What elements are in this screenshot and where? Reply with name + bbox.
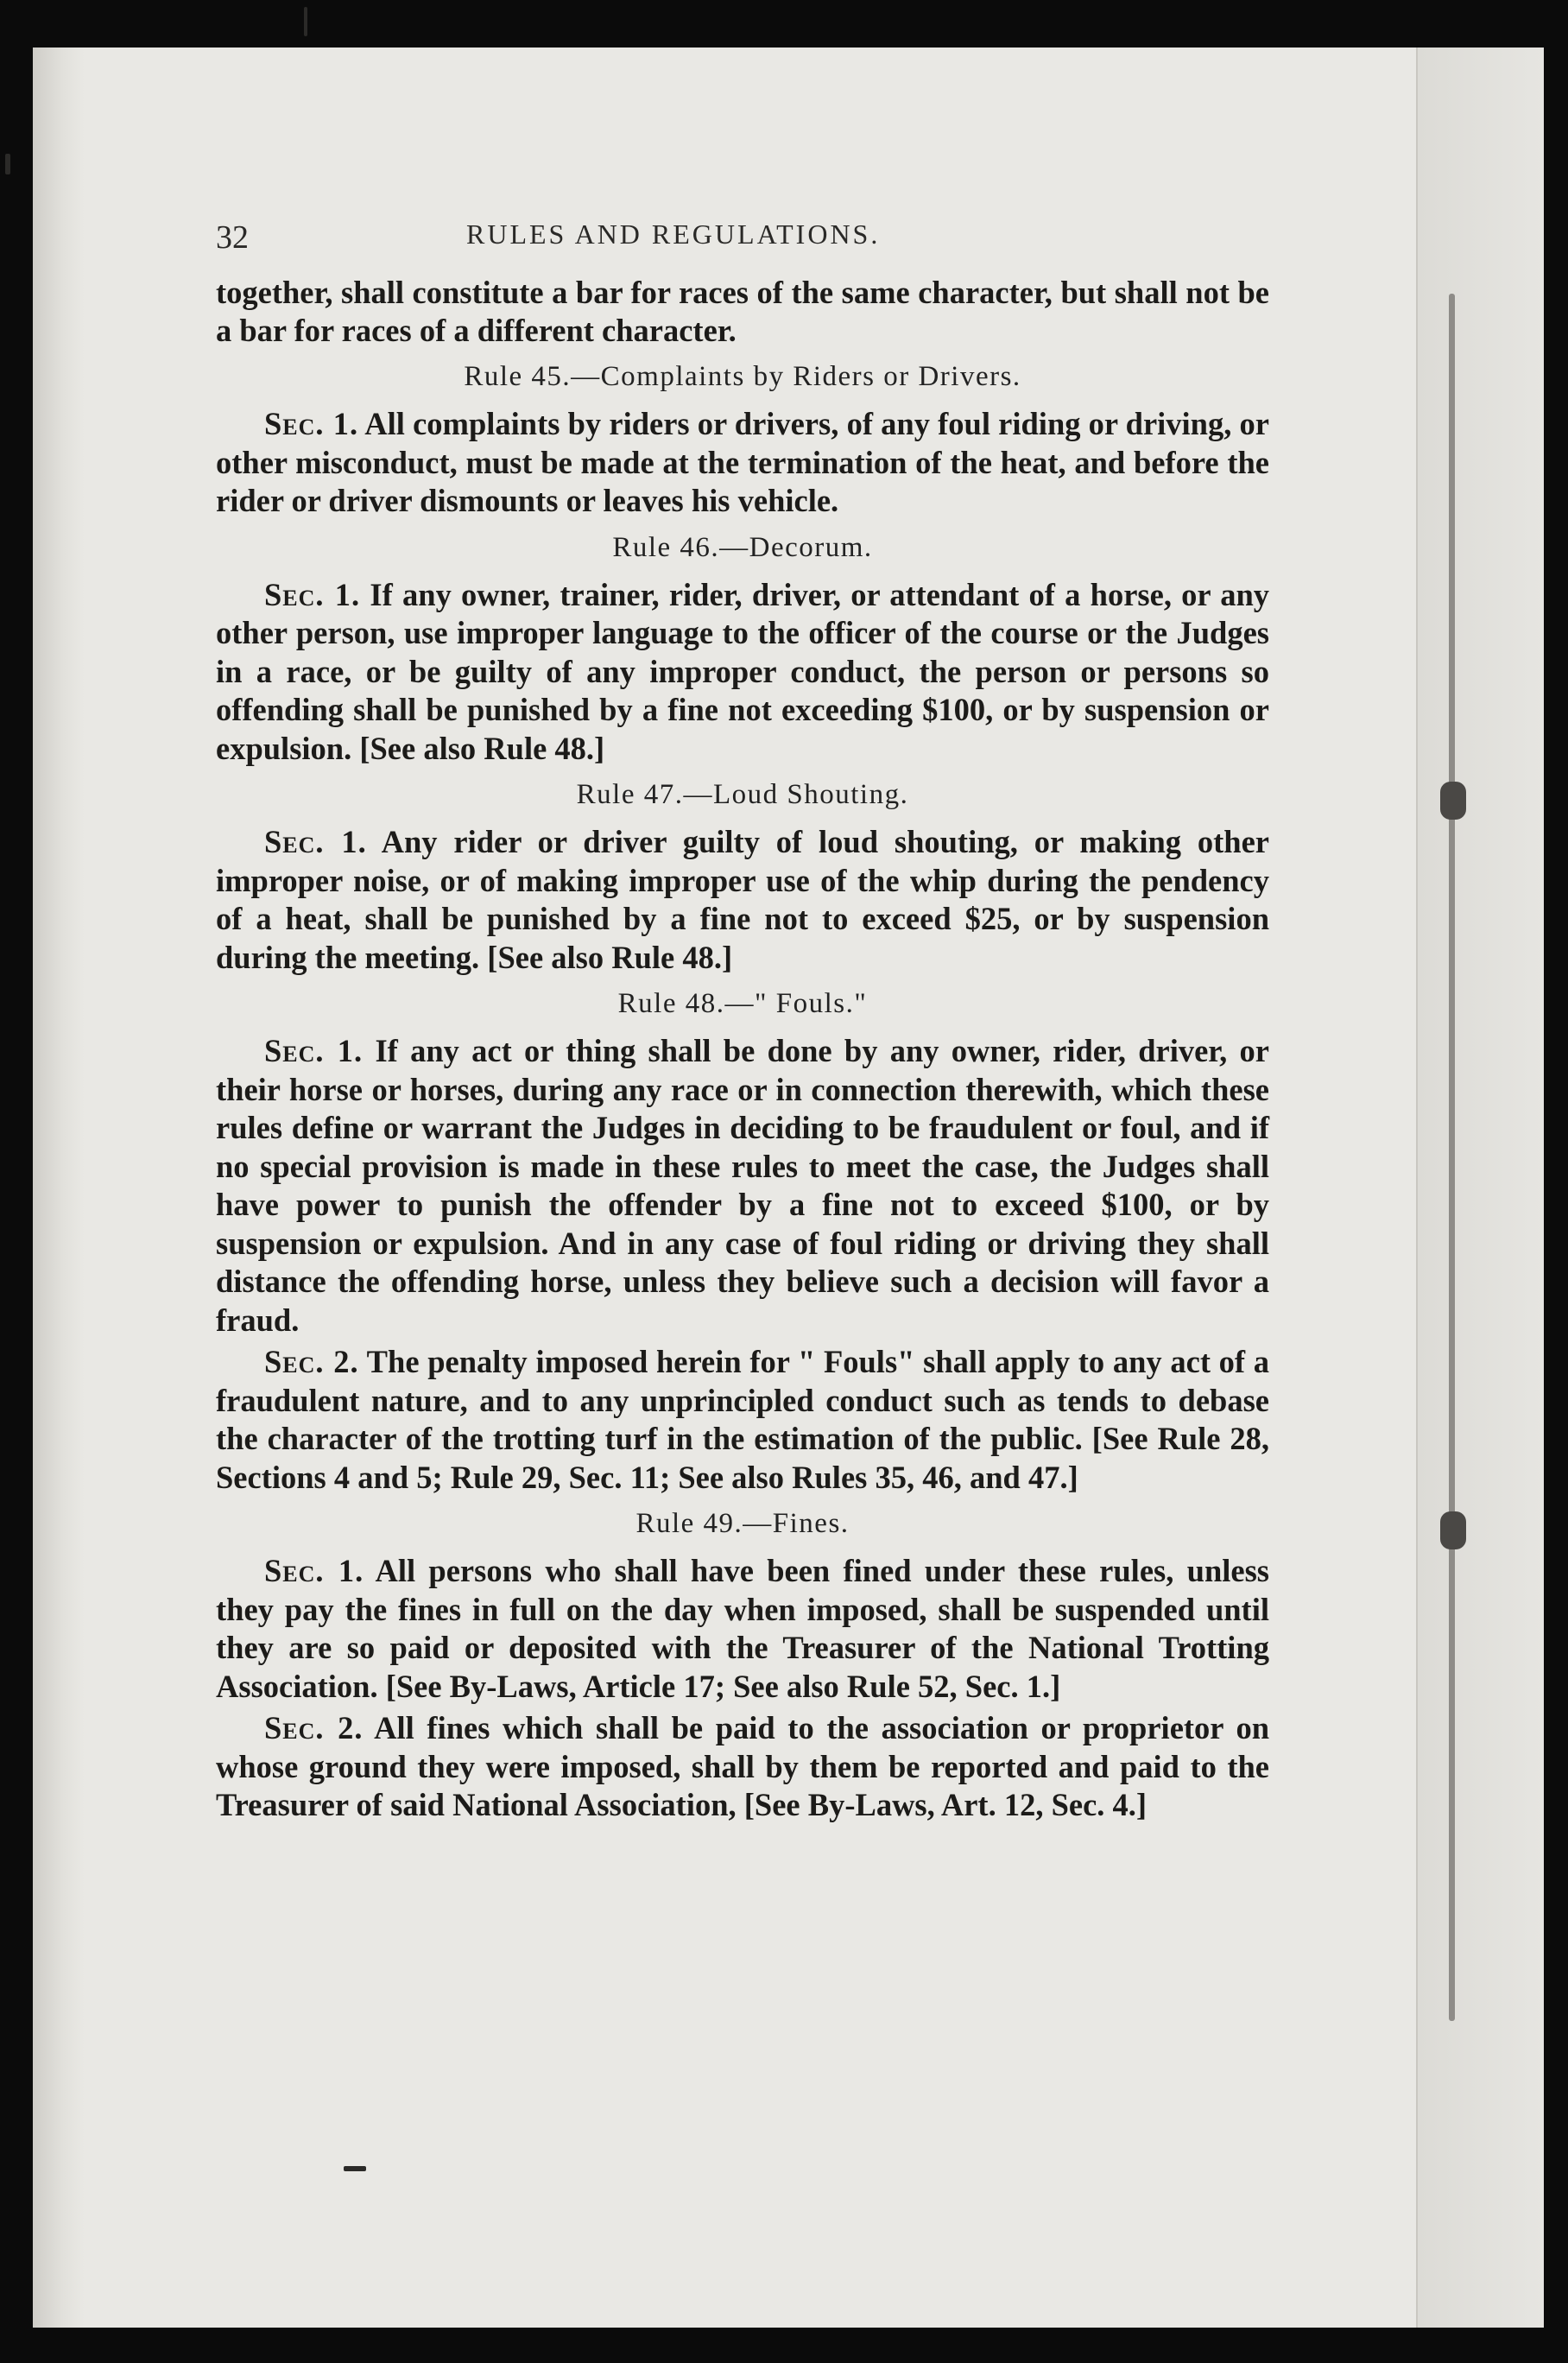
rule-section (216, 1343, 1269, 1497)
binding-stitch-mark (1440, 1511, 1466, 1549)
facing-leaf (1416, 48, 1544, 2328)
running-title: RULES AND REGULATIONS. (466, 219, 881, 250)
section-label: Sec. 1. (264, 406, 359, 441)
page-edge-stack (33, 48, 85, 2328)
rule-heading: Rule 46.—Decorum. (612, 531, 873, 563)
rule-section (216, 823, 1269, 977)
rule-46 (216, 526, 1269, 769)
rule-section (216, 1709, 1269, 1825)
section-label: Sec. 2. (264, 1710, 364, 1745)
continued-paragraph: together, shall constitute a bar for races of the same character, but shall not be a bar for races of a different character. (216, 275, 1269, 348)
ink-speck (344, 2166, 366, 2171)
rule-section (216, 576, 1269, 769)
page-number: 32 (216, 219, 249, 256)
section-label: Sec. 1. (264, 1033, 364, 1068)
section-text: Any rider or driver guilty of loud shouting, or making other improper noise, or of making improper use of the whip during the pendency of a heat, shall be punished by a fine not to exceed $25, or by suspension during the meeting. [See also Rule 48.] (216, 824, 1269, 975)
section-label: Sec. 2. (264, 1344, 359, 1379)
running-header (216, 212, 1269, 263)
binding-thread (1449, 294, 1455, 2021)
binding-stitch-mark (1440, 782, 1466, 820)
rule-heading: Rule 45.—Complaints by Riders or Drivers. (464, 361, 1021, 392)
section-text: If any owner, trainer, rider, driver, or attendant of a horse, or any other person, use improper language to the officer of the course or the Judges in a race, or be guilty of any improper conduct, the person or persons so offending shall be punished by a fine not exceeding $100, or by suspension or expulsion. [See also Rule 48.] (216, 576, 1270, 766)
rule-48 (216, 982, 1269, 1497)
page-content (216, 212, 1269, 1828)
ink-speck (5, 154, 10, 174)
section-label: Sec. 1. (264, 1553, 364, 1588)
section-text: If any act or thing shall be done by any owner, rider, driver, or their horse or horses, during any race or in connection therewith, which these rules define or warrant the Judges in deciding to be fraudulent or foul, and if no special provision is made in these rules to meet the case, the Judges shall have power to punish the offender by a fine not to exceed $100, or by suspension or expulsion. And in any case of foul riding or driving they shall distance the offending horse, unless they believe such a decision will favor a fraud. (216, 1033, 1269, 1338)
rule-47 (216, 773, 1269, 977)
rule-49 (216, 1502, 1269, 1825)
section-text: All fines which shall be paid to the association or proprietor on whose ground they were imposed, shall by them be reported and paid to the Treasurer of said National Association, [See By-Laws, Art. 12, Sec. 4.] (216, 1710, 1270, 1822)
rule-section (216, 405, 1269, 521)
ink-speck (304, 7, 307, 36)
section-text: The penalty imposed herein for " Fouls" shall apply to any act of a fraudulent nature, and to any unprincipled conduct such as tends to debase the character of the trotting turf in the estimation of the public. [See Rule 28, Sections 4 and 5; Rule 29, Sec. 11; See also Rules 35, 46, and 47.] (216, 1344, 1270, 1495)
section-text: All persons who shall have been fined under these rules, unless they pay the fines in full on the day when imposed, shall be suspended until they are so paid or deposited with the Treasurer of the National Trotting Association. [See By-Laws, Article 17; See also Rule 52, Sec. 1.] (216, 1553, 1269, 1704)
section-text: All complaints by riders or drivers, of any foul riding or driving, or other misconduct, must be made at the termination of the heat, and before the rider or driver dismounts or leaves his vehicle. (216, 406, 1269, 518)
rule-section (216, 1552, 1269, 1706)
rule-heading: Rule 48.—" Fouls." (617, 988, 868, 1019)
section-label: Sec. 1. (264, 576, 361, 612)
section-label: Sec. 1. (264, 824, 367, 859)
rule-heading: Rule 47.—Loud Shouting. (576, 779, 909, 810)
rule-45 (216, 355, 1269, 521)
rule-section (216, 1032, 1269, 1340)
rule-heading: Rule 49.—Fines. (635, 1508, 850, 1539)
